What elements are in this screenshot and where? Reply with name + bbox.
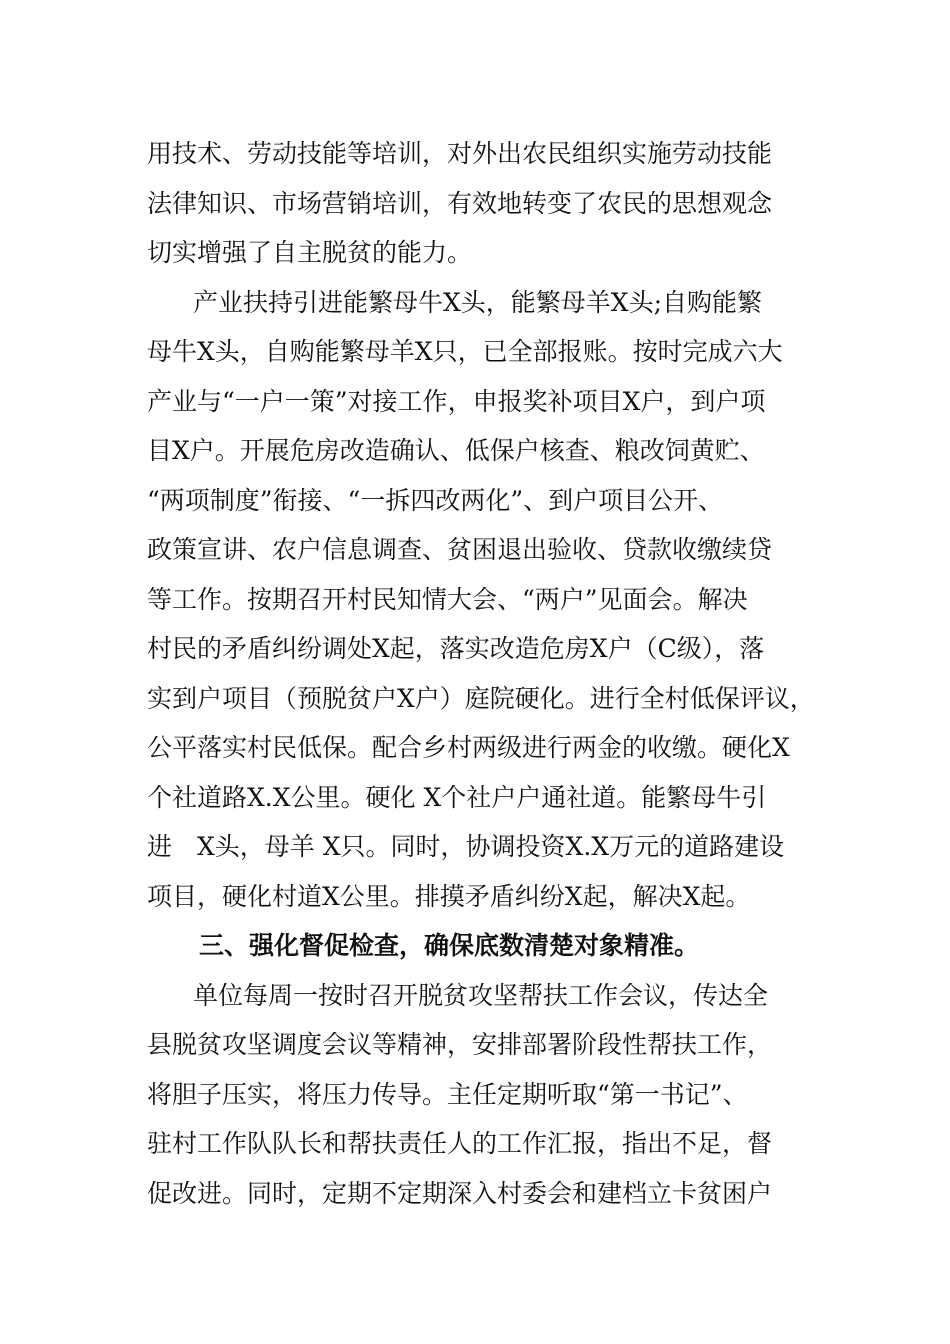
paragraph-start-line: 单位每周一按时召开脱贫攻坚帮扶工作会议，传达全 — [193, 980, 769, 1010]
text-line: 用技术、劳动技能等培训，对外出农民组织实施劳动技能 — [147, 139, 773, 168]
text-line: 县脱贫攻坚调度会议等精神，安排部署阶段性帮扶工作， — [147, 1030, 773, 1059]
text-line: “两项制度”衔接、“一拆四改两化”、到户项目公开、 — [147, 485, 724, 515]
text-line: 实到户项目（预脱贫户X户）庭院硬化。进行全村低保评议， — [147, 683, 815, 713]
text-line: 等工作。按期召开村民知情大会、“两户”见面会。解决 — [147, 584, 748, 614]
text-line: 政策宣讲、农户信息调查、贫困退出验收、贷款收缴续贷 — [147, 535, 773, 564]
text-line: 将胆子压实，将压力传导。主任定期听取“第一书记”、 — [147, 1079, 748, 1109]
text-line: 驻村工作队队长和帮扶责任人的工作汇报，指出不足，督 — [147, 1129, 773, 1158]
text-line: 公平落实村民低保。配合乡村两级进行两金的收缴。硬化X — [147, 733, 790, 762]
text-line: 进 X头，母羊 X只。同时，协调投资X.X万元的道路建设 — [147, 832, 785, 861]
document-body — [147, 129, 827, 1218]
text-line: 母牛X头，自购能繁母羊X只，已全部报账。按时完成六大 — [147, 337, 783, 366]
section-heading: 三、强化督促检查，确保底数清楚对象精准。 — [199, 931, 700, 960]
text-line: 切实增强了自主脱贫的能力。 — [147, 238, 473, 267]
text-line: 村民的矛盾纠纷调处X起，落实改造危房X户（C级），落 — [147, 634, 765, 663]
text-line: 目X户。开展危房改造确认、低保户核查、粮改饲黄贮、 — [147, 436, 765, 465]
text-line: 个社道路X.X公里。硬化 X个社户户通社道。能繁母牛引 — [147, 782, 767, 812]
text-line: 项目，硬化村道X公里。排摸矛盾纠纷X起，解决X起。 — [147, 881, 751, 911]
paragraph-start-line: 产业扶持引进能繁母牛X头，能繁母羊X头;自购能繁 — [193, 287, 763, 317]
text-line: 法律知识、市场营销培训，有效地转变了农民的思想观念 — [147, 188, 773, 218]
text-line: 促改进。同时，定期不定期深入村委会和建档立卡贫困户 — [147, 1178, 773, 1208]
text-line: 产业与“一户一策”对接工作，申报奖补项目X户，到户项 — [147, 386, 766, 416]
